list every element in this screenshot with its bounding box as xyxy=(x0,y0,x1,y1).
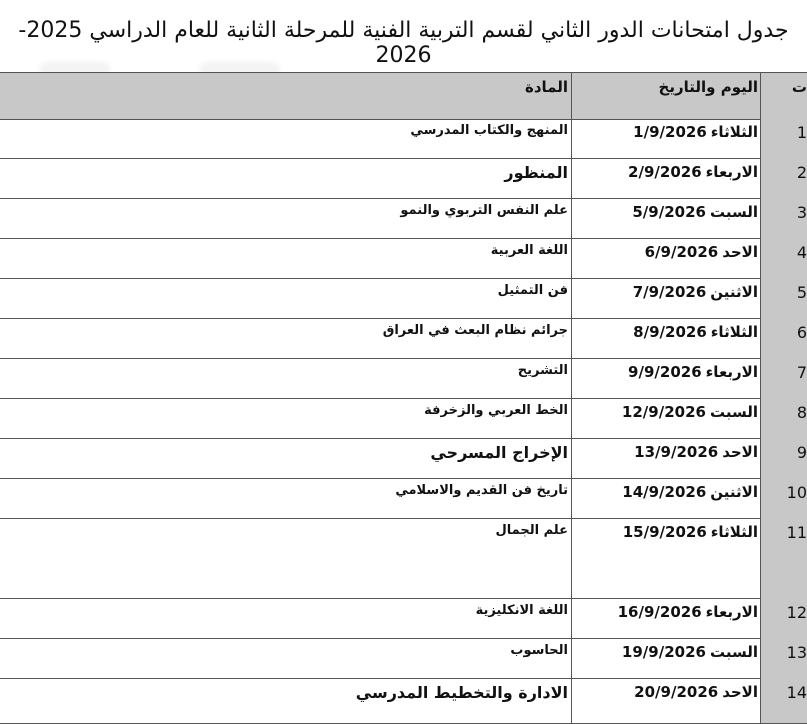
header-date: اليوم والتاريخ xyxy=(571,73,760,119)
row-date: 19/9/2026 xyxy=(621,643,706,661)
row-subject: المنظور xyxy=(504,163,568,182)
row-date: 9/9/2026 xyxy=(628,363,702,381)
row-day-date xyxy=(571,318,760,358)
row-subject: الادارة والتخطيط المدرسي xyxy=(355,683,568,702)
row-day-date xyxy=(571,518,760,598)
row-subject: المنهج والكتاب المدرسي xyxy=(410,123,568,138)
row-day-date xyxy=(571,158,760,198)
table-row xyxy=(0,118,807,159)
row-date: 1/9/2026 xyxy=(633,123,707,141)
header-number: ت xyxy=(760,73,807,119)
row-day-date xyxy=(571,638,760,678)
row-number: 1 xyxy=(760,118,807,158)
row-number: 11 xyxy=(760,518,807,598)
row-date: 15/9/2026 xyxy=(622,523,707,541)
table-row xyxy=(0,278,807,319)
row-day-date xyxy=(571,678,760,723)
row-number: 12 xyxy=(760,598,807,638)
row-subject: علم الجمال xyxy=(495,523,568,538)
table-row xyxy=(0,358,807,399)
row-number: 9 xyxy=(760,438,807,478)
row-subject: جرائم نظام البعث في العراق xyxy=(382,323,568,338)
table-row xyxy=(0,638,807,679)
table-row xyxy=(0,238,807,279)
row-day-date xyxy=(571,118,760,158)
row-day-date xyxy=(571,598,760,638)
row-subject: علم النفس التربوي والنمو xyxy=(400,203,568,218)
table-row xyxy=(0,158,807,199)
row-number: 2 xyxy=(760,158,807,198)
row-day: الاحد xyxy=(722,243,758,261)
table-row xyxy=(0,198,807,239)
row-day-date xyxy=(571,198,760,238)
table-row xyxy=(0,398,807,439)
row-date: 5/9/2026 xyxy=(632,203,706,221)
row-number: 6 xyxy=(760,318,807,358)
row-day: الاثنين xyxy=(710,283,758,301)
row-date: 16/9/2026 xyxy=(617,603,702,621)
row-day: السبت xyxy=(709,203,758,221)
row-number: 7 xyxy=(760,358,807,398)
row-date: 14/9/2026 xyxy=(622,483,707,501)
row-day: الاحد xyxy=(722,683,758,701)
row-number: 4 xyxy=(760,238,807,278)
table-row xyxy=(0,318,807,359)
row-number: 14 xyxy=(760,678,807,723)
table-row xyxy=(0,598,807,639)
row-number: 3 xyxy=(760,198,807,238)
exam-schedule-table xyxy=(0,72,807,720)
row-number: 8 xyxy=(760,398,807,438)
header-subject: المادة xyxy=(524,78,568,96)
row-subject: تاريخ فن القديم والاسلامي xyxy=(395,483,568,498)
row-number: 10 xyxy=(760,478,807,518)
row-subject: التشريح xyxy=(517,363,568,378)
row-day-date xyxy=(571,398,760,438)
row-day: الثلاثاء xyxy=(710,323,758,341)
table-row xyxy=(0,438,807,479)
table-row xyxy=(0,478,807,519)
row-day: الاربعاء xyxy=(705,363,758,381)
row-day: الثلاثاء xyxy=(710,123,758,141)
row-day: السبت xyxy=(709,643,758,661)
page-title: جدول امتحانات الدور الثاني لقسم التربية الفنية للمرحلة الثانية للعام الدراسي 2025-2026 xyxy=(18,18,789,68)
row-day: الاربعاء xyxy=(705,603,758,621)
row-subject: الإخراج المسرحي xyxy=(430,443,568,462)
row-day-date xyxy=(571,358,760,398)
row-number: 13 xyxy=(760,638,807,678)
row-date: 20/9/2026 xyxy=(634,683,719,701)
row-day: الاربعاء xyxy=(705,163,758,181)
row-date: 12/9/2026 xyxy=(621,403,706,421)
table-header-row xyxy=(0,72,807,120)
table-row xyxy=(0,518,807,599)
row-number: 5 xyxy=(760,278,807,318)
row-subject: فن التمثيل xyxy=(497,283,568,298)
row-date: 7/9/2026 xyxy=(632,283,707,301)
row-subject: الخط العربي والزخرفة xyxy=(424,403,568,418)
row-subject: الحاسوب xyxy=(510,643,568,658)
row-date: 6/9/2026 xyxy=(644,243,719,261)
row-day: السبت xyxy=(709,403,758,421)
row-day: الاثنين xyxy=(710,483,758,501)
row-day: الثلاثاء xyxy=(710,523,758,541)
row-day-date xyxy=(571,478,760,518)
table-row xyxy=(0,678,807,724)
row-subject: اللغة العربية xyxy=(490,243,568,258)
row-day: الاحد xyxy=(722,443,758,461)
row-date: 13/9/2026 xyxy=(634,443,719,461)
row-day-date xyxy=(571,438,760,478)
row-day-date xyxy=(571,278,760,318)
row-date: 2/9/2026 xyxy=(628,163,702,181)
row-subject: اللغة الانكليزية xyxy=(475,603,568,618)
row-date: 8/9/2026 xyxy=(633,323,707,341)
row-day-date xyxy=(571,238,760,278)
